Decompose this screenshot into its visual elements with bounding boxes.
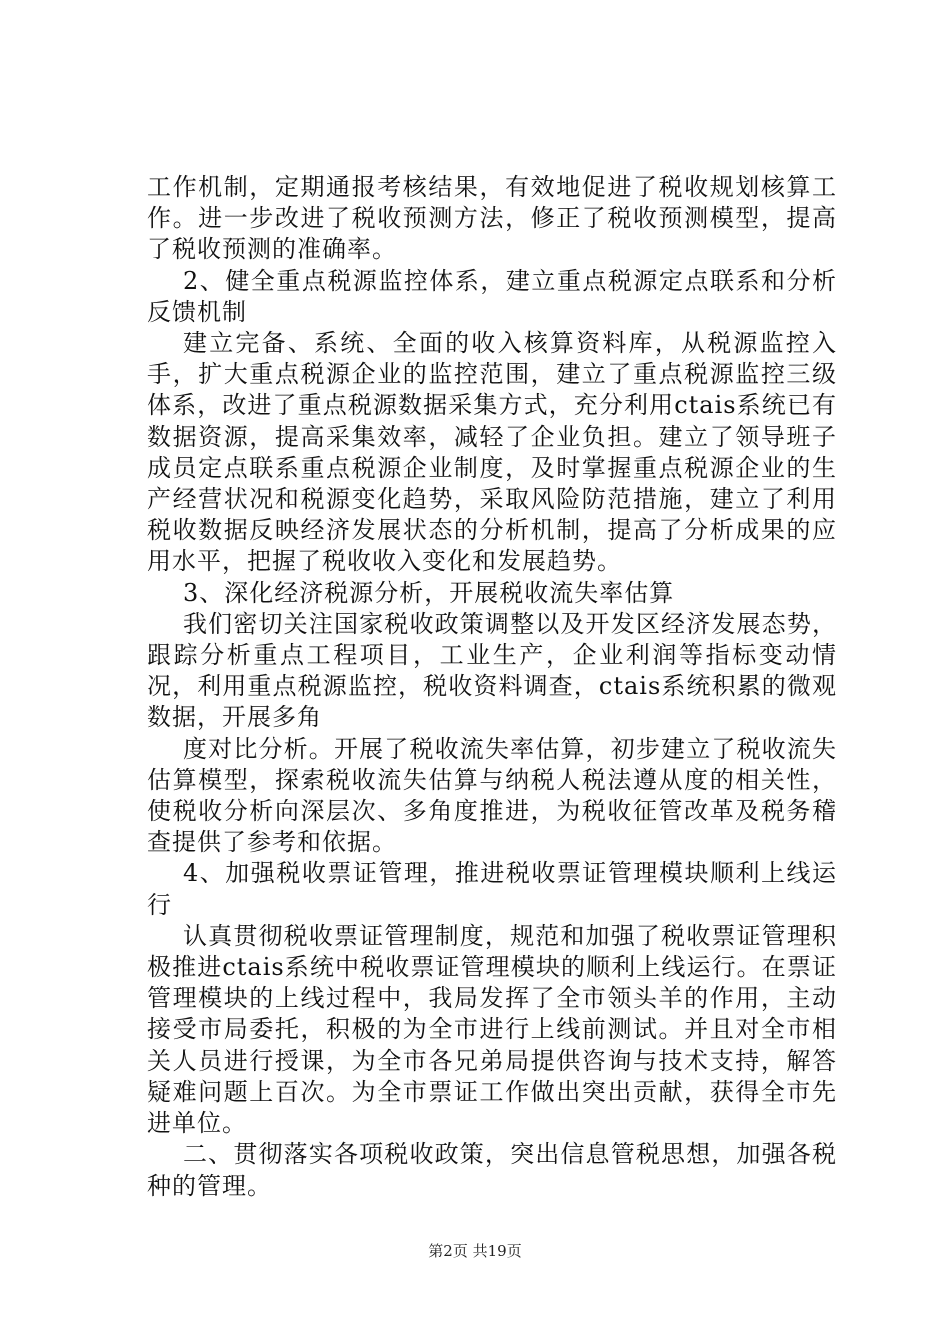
document-body [147,172,837,1202]
page-number-footer: 第2页 共19页 [428,1242,522,1260]
section-heading-2: 2、健全重点税源监控体系，建立重点税源定点联系和分析反馈机制 [147,266,837,326]
section-heading-3: 3、深化经济税源分析，开展税收流失率估算 [183,578,675,607]
section-heading-4: 4、加强税收票证管理，推进税收票证管理模块顺利上线运行 [147,859,837,919]
paragraph-tax-source-monitoring: 建立完备、系统、全面的收入核算资料库，从税源监控入手，扩大重点税源企业的监控范围，建立了重点税源监控三级体系，改进了重点税源数据采集方式，充分利用ctais系统已有数据资源，提高采集效率，减轻了企业负担。建立了领导班子成员定点联系重点税源企业制度，及时掌握重点税源企业的生产经营状况和税源变化趋势，采取风险防范措施，建立了利用税收数据反映经济发展状态的分析机制，提高了分析成果的应用水平，把握了税收收入变化和发展趋势。 [147,329,837,576]
paragraph-loss-rate-estimate: 度对比分析。开展了税收流失率估算，初步建立了税收流失估算模型，探索税收流失估算与纳税人税法遵从度的相关性，使税收分析向深层次、多角度推进，为税收征管改革及税务稽查提供了参考和依据。 [147,734,837,857]
paragraph-continued: 工作机制，定期通报考核结果，有效地促进了税收规划核算工作。进一步改进了税收预测方法，修正了税收预测模型，提高了税收预测的准确率。 [147,173,837,264]
paragraph-receipt-management: 认真贯彻税收票证管理制度，规范和加强了税收票证管理积极推进ctais系统中税收票证管理模块的顺利上线运行。在票证管理模块的上线过程中，我局发挥了全市领头羊的作用，主动接受市局委托，积极的为全市进行上线前测试。并且对全市相关人员进行授课，为全市各兄弟局提供咨询与技术支持，解答疑难问题上百次。为全市票证工作做出突出贡献，获得全市先进单位。 [147,921,837,1138]
section-heading-two: 二、贯彻落实各项税收政策，突出信息管税思想，加强各税种的管理。 [147,1140,837,1200]
paragraph-economic-analysis: 我们密切关注国家税收政策调整以及开发区经济发展态势，跟踪分析重点工程项目，工业生产，企业利润等指标变动情况，利用重点税源监控，税收资料调查，ctais系统积累的微观数据，开展多角 [147,609,837,732]
